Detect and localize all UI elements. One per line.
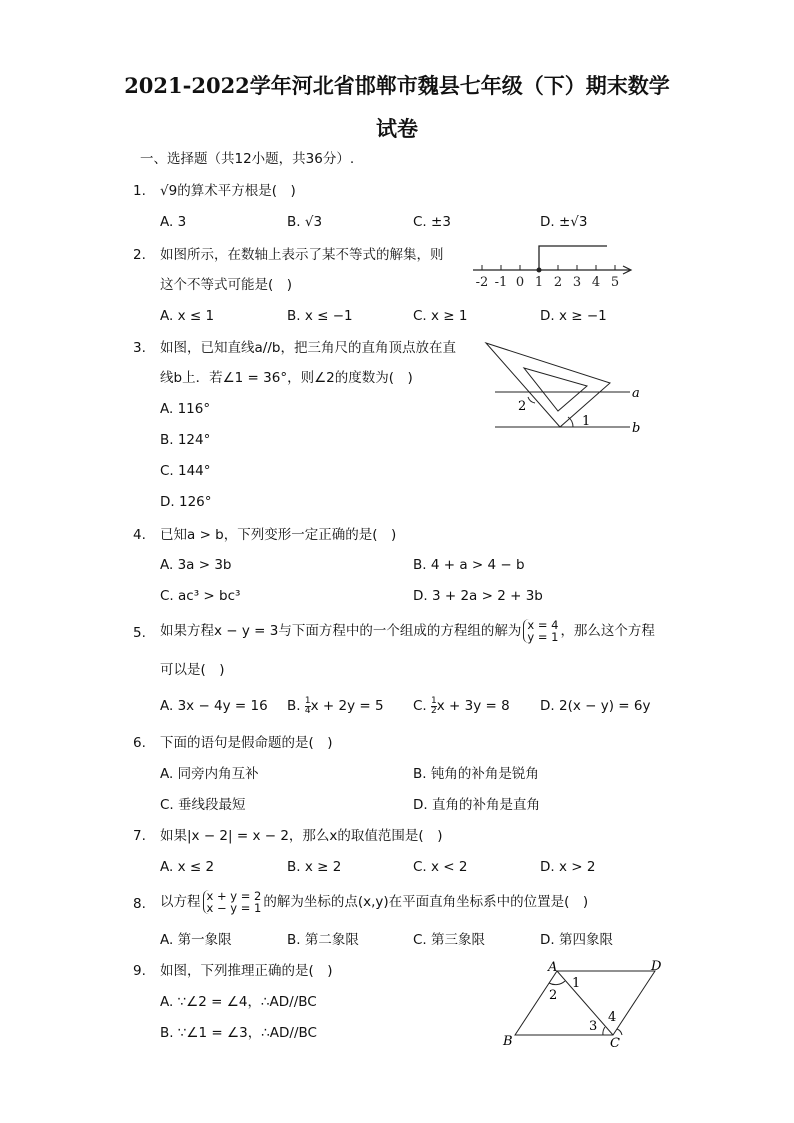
q5-option-b-denominator: 4 — [304, 705, 311, 716]
q6-stem: 下面的语句是假命题的是( ) — [160, 735, 333, 751]
q2-stem-line2: 这个不等式可能是( ) — [160, 277, 293, 293]
q6-option-b: B. 钝角的补角是锐角 — [413, 766, 539, 782]
q5-system-eq2: y = 1 — [527, 630, 559, 644]
axis-label-5: 5 — [610, 275, 620, 290]
q4-number: 4. — [133, 527, 146, 543]
q8-system-eq2: x − y = 1 — [206, 901, 262, 915]
q4-option-d: D. 3 + 2a > 2 + 3b — [413, 588, 543, 604]
q7-option-d: D. x > 2 — [540, 859, 596, 875]
q2-stem-line1: 如图所示，在数轴上表示了某不等式的解集，则 — [160, 247, 444, 263]
q8-option-b: B. 第二象限 — [287, 932, 359, 948]
angle-1-label: 1 — [572, 976, 581, 991]
q5-option-d: D. 2(x − y) = 6y — [540, 698, 651, 714]
q1-stem — [160, 182, 296, 200]
q9-option-b: B. ∵∠1 = ∠3，∴AD//BC — [160, 1025, 317, 1041]
angle-1-label: 1 — [582, 414, 591, 429]
document-title-line1: 2021-2022学年河北省邯郸市魏县七年级（下）期末数学 — [124, 73, 670, 98]
axis-label-0: 0 — [515, 275, 525, 290]
angle-3-label: 3 — [589, 1019, 598, 1034]
q4-option-b: B. 4 + a > 4 − b — [413, 557, 525, 573]
q3-number: 3. — [133, 340, 146, 356]
parallelogram-figure — [495, 955, 675, 1050]
angle-2-label: 2 — [549, 988, 558, 1003]
q3-option-b: B. 124° — [160, 432, 211, 448]
q4-option-a: A. 3a > 3b — [160, 557, 232, 573]
q5-system-eq1: x = 4 — [527, 618, 559, 632]
q3-stem-line2: 线b上．若∠1 = 36°，则∠2的度数为( ) — [160, 370, 413, 386]
angle-2-label: 2 — [518, 399, 527, 414]
parallel-lines-triangle-figure — [480, 335, 650, 440]
q5-option-c — [413, 693, 510, 719]
q3-stem-line1: 如图，已知直线a//b，把三角尺的直角顶点放在直 — [160, 340, 456, 356]
q2-option-b: B. x ≤ −1 — [287, 308, 353, 324]
q7-option-b: B. x ≥ 2 — [287, 859, 342, 875]
q2-option-c: C. x ≥ 1 — [413, 308, 468, 324]
q5-option-b-numerator: 1 — [304, 695, 311, 706]
q7-option-c: C. x < 2 — [413, 859, 468, 875]
q8-stem-pre: 以方程 — [160, 894, 201, 910]
q6-option-a: A. 同旁内角互补 — [160, 766, 259, 782]
q6-option-d: D. 直角的补角是直角 — [413, 797, 540, 813]
q1-option-d: D. ±√3 — [540, 214, 588, 230]
line-b-label: b — [632, 421, 641, 436]
q8-option-c: C. 第三象限 — [413, 932, 486, 948]
q2-option-d: D. x ≥ −1 — [540, 308, 607, 324]
q6-option-c: C. 垂线段最短 — [160, 797, 246, 813]
q5-option-c-rest: x + 3y = 8 — [436, 698, 510, 714]
q5-stem — [160, 616, 655, 646]
axis-label-4: 4 — [591, 275, 601, 290]
q5-number: 5. — [133, 625, 146, 641]
axis-label-2: 2 — [553, 275, 563, 290]
q1-option-a: A. 3 — [160, 214, 187, 230]
vertex-d-label: D — [651, 959, 662, 974]
q1-option-c: C. ±3 — [413, 214, 451, 230]
q3-option-c: C. 144° — [160, 463, 211, 479]
vertex-c-label: C — [610, 1036, 620, 1050]
q1-radical: √9 — [160, 183, 178, 199]
number-line-figure — [465, 238, 640, 293]
axis-label-3: 3 — [572, 275, 582, 290]
q8-option-d: D. 第四象限 — [540, 932, 613, 948]
q7-option-a: A. x ≤ 2 — [160, 859, 215, 875]
q4-option-c: C. ac³ > bc³ — [160, 588, 241, 604]
q5-stem-pre: 如果方程x − y = 3与下面方程中的一个组成的方程组的解为 — [160, 623, 522, 639]
axis-label-1: 1 — [534, 275, 544, 290]
q9-option-a: A. ∵∠2 = ∠4，∴AD//BC — [160, 994, 317, 1010]
q9-stem: 如图，下列推理正确的是( ) — [160, 963, 333, 979]
q5-option-a: A. 3x − 4y = 16 — [160, 698, 268, 714]
q5-option-b-rest: x + 2y = 5 — [310, 698, 384, 714]
axis-label-neg2: -2 — [475, 275, 489, 290]
q7-stem: 如果|x − 2| = x − 2，那么x的取值范围是( ) — [160, 828, 443, 844]
q6-number: 6. — [133, 735, 146, 751]
q1-option-b: B. √3 — [287, 214, 323, 230]
q4-stem: 已知a > b，下列变形一定正确的是( ) — [160, 527, 397, 543]
section-heading: 一、选择题（共12小题，共36分）. — [140, 151, 355, 167]
q8-system — [203, 890, 262, 914]
q5-option-c-prefix: C. — [413, 698, 432, 714]
axis-label-neg1: -1 — [494, 275, 508, 290]
q1-number: 1. — [133, 183, 146, 199]
q5-option-b — [287, 693, 384, 719]
q3-option-d: D. 126° — [160, 494, 212, 510]
q5-option-b-prefix: B. — [287, 698, 305, 714]
document-title-line2: 试卷 — [376, 116, 418, 141]
q8-system-eq1: x + y = 2 — [206, 889, 262, 903]
q5-option-c-denominator: 2 — [431, 705, 437, 716]
q2-option-a: A. x ≤ 1 — [160, 308, 215, 324]
q8-option-a: A. 第一象限 — [160, 932, 232, 948]
q9-number: 9. — [133, 963, 146, 979]
q5-stem-post: ，那么这个方程 — [560, 623, 655, 639]
q7-number: 7. — [133, 828, 146, 844]
q8-number: 8. — [133, 896, 146, 912]
q8-stem-post: 的解为坐标的点(x,y)在平面直角坐标系中的位置是( ) — [263, 894, 589, 910]
q1-stem-text: 的算术平方根是( ) — [177, 183, 296, 199]
q2-number: 2. — [133, 247, 146, 263]
q8-stem — [160, 887, 588, 917]
vertex-b-label: B — [503, 1034, 513, 1049]
vertex-a-label: A — [548, 960, 558, 975]
q5-option-c-numerator: 1 — [431, 695, 437, 706]
q5-stem-line2: 可以是( ) — [160, 662, 225, 678]
angle-4-label: 4 — [608, 1010, 617, 1025]
line-a-label: a — [632, 386, 640, 401]
q3-option-a: A. 116° — [160, 401, 211, 417]
q5-system — [523, 619, 558, 643]
